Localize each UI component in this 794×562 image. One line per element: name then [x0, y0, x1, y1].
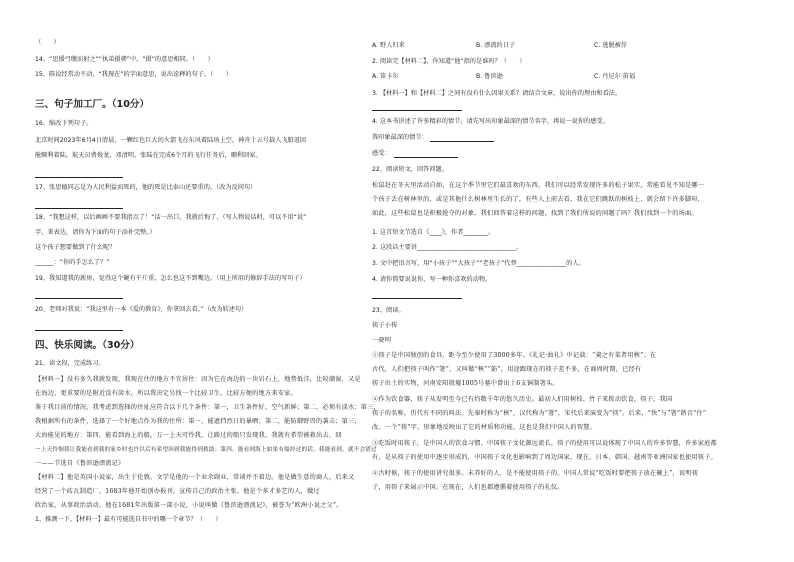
q21-4-plot-label: 我印象最深的情节：	[372, 134, 428, 141]
material-1-source: 一——节选自《鲁滨逊漂流记》	[35, 460, 125, 467]
q19-text: 19、我知道我的新房，觉得这个碗有千斤重，怎么也这不到嘴边。（用上所用的修辞手法的写句子）	[35, 275, 306, 282]
q13-answer-bracket: （ ）	[35, 39, 60, 46]
q21-4-text: 4. 这本书讲述了许多精彩的情节，请先写出印象最深的情节名字，再说一说你的感受。	[372, 118, 609, 125]
q21-3-text: 3. 【材料一】和【材料二】之间有没有什么因果关系？请结合文章，说出你的理由和看法。	[372, 90, 622, 97]
q23-para-2-line-2: 筷子的名称，历代有不同的叫法。先秦时称为“梜”，汉代称为“箸”，宋代后来演变为“筷”。后来，“快”与“箸”谐音“住”	[372, 410, 707, 417]
material-1-line-6: 一上天怜悯我让我能看到我的家乡时也许以后有希望回到我能得到救助；第四，能看到海上如果有船经过的话，我能看到，就不会错过	[35, 447, 377, 453]
q21-3-answer-line[interactable]	[372, 110, 462, 111]
q18-sentence-2: ______：“你的手怎么了？”	[35, 259, 110, 266]
q21-1-option-a[interactable]: A. 野人归来	[372, 42, 405, 49]
q22-prompt: 22、阅读短文，回答问题。	[372, 166, 448, 173]
q16-answer-line[interactable]	[35, 177, 123, 178]
q23-para-2-line-1: ②作为饮食器，筷子从发明至今已有约数千年的悠久历史。最初人们用树枝、竹子来拨动饮食，筷子，我国	[372, 396, 673, 403]
q16-passage-line-2: 舱顺利着陆，航天员费俊龙、邓清明、张陆在完成6个月的飞行任务后，顺利回家。	[35, 152, 262, 159]
q21-4-plot-answer-line[interactable]	[430, 141, 494, 142]
q21-2-option-b[interactable]: B. 鲁滨逊	[476, 73, 503, 80]
q23-para-3-line-1: ③吃饭时用筷子，是中国人的饮食习惯。中国筷子文化源远流长，筷子的使用可以说体现了中国人的许多智慧，许多家庭都	[372, 440, 717, 447]
q23-para-1-line-1: ①筷子是中国独创的食具，距今至少使用了3000多年。《礼记·曲礼》中记载：“羹之有菜者用梜”；在	[372, 352, 657, 359]
q21-2-option-c[interactable]: C. 丹尼尔·笛福	[594, 73, 636, 80]
q21-4-feeling-label: 感受：	[372, 150, 391, 157]
q15-text: 15、陈说经常动不动，“我现在”的字面意思，说出诠释的句子。（ ）	[35, 71, 232, 78]
q18-sentence-1: 这个孩子想要做到了什么呢？	[35, 244, 116, 251]
q23-para-4-line-1: ④古时候，筷子的使用讲究很多。未养好的人，是不能使用筷子的。中国人常说“吃饭时要把筷子放在碗上”，说明筷	[372, 470, 699, 477]
material-1-line-3: 鉴于我目前的情况，我考虑到选择的住址应符合以下几个条件：第一，卫生条件好，空气新鲜；第二，必须有淡水；第三，	[35, 404, 380, 411]
q22-3-text: 3. 文中把语言写，用“小孩子”“大孩子”“老孩子”代替________________的人。	[372, 260, 585, 267]
material-1-line-4: 我根据所有的条件，选择了一个好地点作为我的住所：第一，能遮挡烈日的暴晒；第二，能防御野兽的袭击；第三，	[35, 418, 361, 425]
q14-text: 14、“思援弓缴而射之”“执弟摄朝”中，“摄”的意思相同。（ ）	[35, 56, 214, 63]
q22-1-text: 1. 这首短文节选自《____》，作者________。	[372, 229, 495, 236]
material-2-line-1: 【材料二】他是英国小说家，出生于伦敦。文学是他的一个业余副业，常谈并不着边。他是做生意的商人，后来又	[35, 474, 355, 481]
q21-prompt: 21、读文段，完成练习。	[35, 360, 105, 367]
q21-2-text: 2. 阅读完【材料二】，你知道“他”指的是谁吗？（ ）	[372, 58, 526, 65]
q22-2-text: 2. 这段话主要讲________________________________。	[372, 244, 523, 251]
q21-1-option-c[interactable]: C. 逃脱被俘	[594, 42, 628, 49]
q18-text-line-1: 18、“我想这样，以后画画不要我指点了！”话一出口，我就后悔了。（写人物说话时，可以不用“说”	[35, 214, 307, 221]
q23-para-1-line-3: 筷子出土的实物，河南安阳殷墟1005号墓中曾出土6支铜制箸头。	[372, 380, 559, 387]
q23-para-3-line-2: 有，是从筷子的使用中逐步形成的，中国筷子文化也影响到了周边国家，现在，日本、韩国、越南等亚洲国家也使用筷子。	[372, 454, 717, 461]
q22-passage-line-3: 如此，这些松鼠也是积极抢夺的对象。我们回答着这样的问题，找到了我们所说的问题了吗？我们找到一个的场面。	[372, 210, 698, 217]
q21-2-option-a[interactable]: A. 笛卡尔	[372, 73, 399, 80]
q21-4-feeling-answer-line[interactable]	[394, 157, 458, 158]
q20-answer-line[interactable]	[35, 330, 123, 331]
q23-para-1-line-2: 古代，人们把筷子叫作“箸”，又叫做“梜”“筯”，用途跟现在的筷子差不多，在商周时期，已经有	[372, 366, 642, 373]
material-2-line-2: 经营了一个砖瓦制造厂，1683年他开始创办报刊，宣传自己的政治主张。他是个多才多艺的人，做过	[35, 488, 320, 495]
q16-passage-line-1: 北京时间2023年6月4日清晨，一颗红色巨大的火箭飞在东风着陆场上空，神舟十五号载人飞船返回	[35, 137, 307, 144]
q21-1-text: 1、推测一下，【材料一】最有可能选自书中的哪一个章节？（ ）	[35, 516, 222, 523]
q17-text: 17、张思德同志是为人民利益而死的，他的死是比泰山还要重的。（改为反问句）	[35, 184, 257, 191]
material-2-line-3: 政治家，从事政治活动。他在1681年出版第一部小说，小说叫做《鲁滨逊漂流记》，被誉为“欧洲小说之父”。	[35, 502, 343, 509]
q18-text-line-2: 字，来表达，请你为下面的句子添补完整。）	[35, 229, 156, 236]
q23-article-author: 一晓明	[372, 337, 392, 344]
q23-article-title: 筷子小传	[372, 322, 398, 329]
q16-prompt: 16、缩改下列句子。	[35, 120, 93, 127]
section-4-heading: 四、快乐阅读。（30分）	[35, 340, 140, 351]
material-1-line-2: 在海边，更重要的是附近没有淡水，所以我决定另找一个比较卫生、比较方便的地方来安家。	[35, 390, 297, 397]
q20-text: 20、老师对我说：“我这里有一本《爱的教育》，你拿回去看。”（改为转述句）	[35, 306, 248, 313]
q23-prompt: 23、阅读。	[372, 307, 405, 314]
q22-4-text: 4. 请你简要说说你，写一种你喜欢的动物。	[372, 276, 492, 283]
q21-1-option-b[interactable]: B. 漂流的日子	[476, 42, 516, 49]
q22-4-answer-line[interactable]	[372, 298, 462, 299]
q17-answer-line[interactable]	[35, 208, 123, 209]
material-1-line-5: 大海能见的地方：第四，能看到海上的船，万一上天可怜我，让路过的船只发现我，我就有希望被救出去，回	[35, 432, 342, 439]
q19-answer-line[interactable]	[35, 298, 123, 299]
q22-passage-line-1: 松鼠赶在冬天里活动自如，在这个季节里它们最喜欢的东西，我们可以经常发现许多的松子果实，常能看见不知是哪一	[372, 182, 705, 189]
q22-passage-line-2: 个孩子丢在树林里的，或是其他什么树林里生长的了，有些人上前去看，我在它们跳跃的树枝上，就会留下许多脚印，	[372, 196, 705, 203]
q23-para-2-line-3: 改。一个“筷”字，形象地反映出了它的材质和功能，这也是我们中国人的智慧。	[372, 424, 596, 431]
material-1-line-1: 【材料一】没有多久我就发现，我现在住的地方不宜居住：因为它在海边的一块岩石上，地势低洼，比较潮湿，又是	[35, 376, 361, 383]
section-3-heading: 三、句子加工厂。（10分）	[35, 99, 150, 110]
q23-para-4-line-2: 子，用筷子来展示中国。在现在，人们也都遵循着使用筷子的礼仪。	[372, 484, 564, 491]
